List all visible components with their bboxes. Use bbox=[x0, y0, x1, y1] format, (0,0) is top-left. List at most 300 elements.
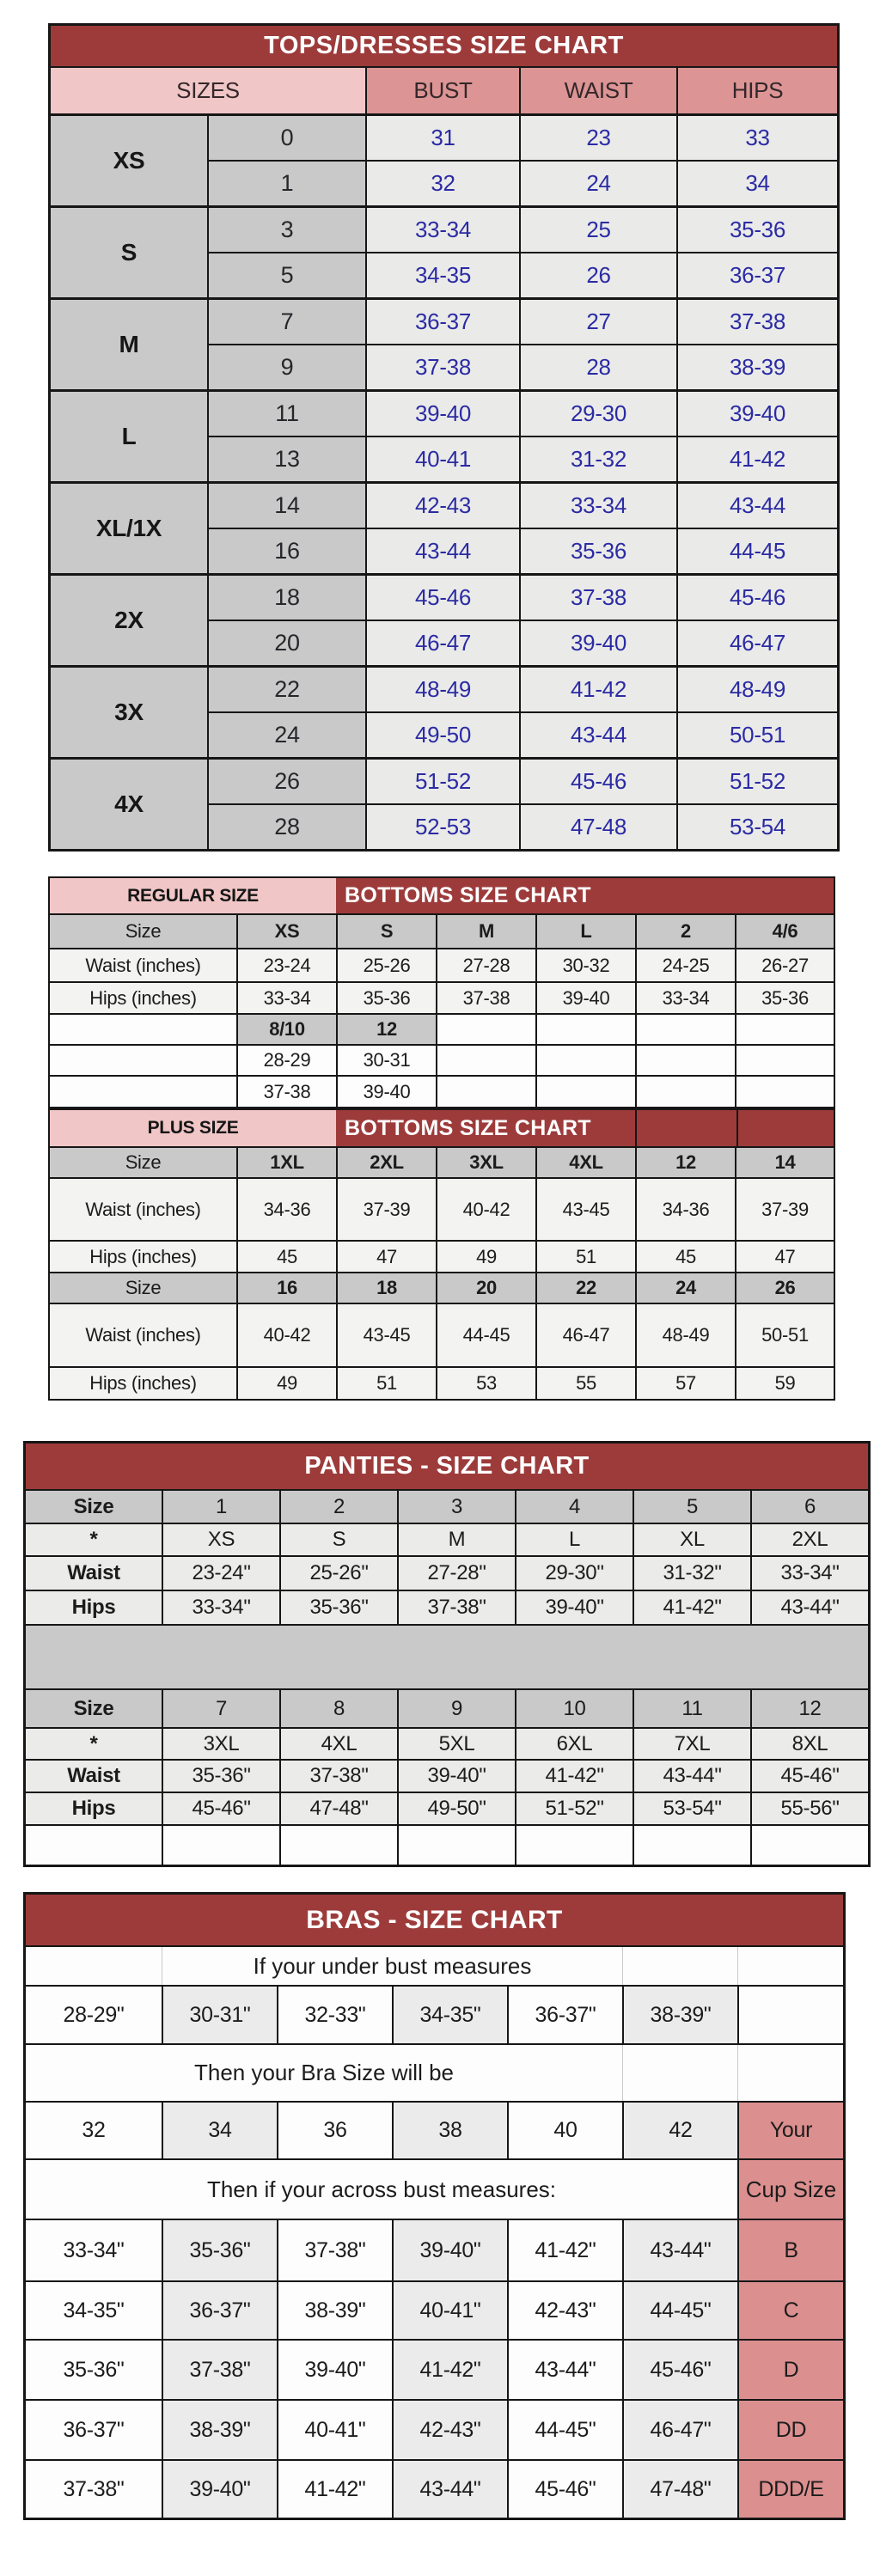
bottoms-plus-body bbox=[50, 1146, 834, 1399]
tops-waist-cell: 41-42 bbox=[519, 668, 676, 711]
bottoms-value-cell: 49 bbox=[436, 1242, 535, 1272]
bottoms-value-cell: 43-45 bbox=[336, 1304, 436, 1366]
tops-waist-cell: 33-34 bbox=[519, 484, 676, 528]
bottoms-value-cell: 24-25 bbox=[635, 949, 735, 981]
bottoms-row-label: Waist (inches) bbox=[50, 1179, 236, 1240]
bottoms-value-cell: 33-34 bbox=[236, 983, 336, 1013]
panties-row-label bbox=[26, 1826, 162, 1865]
panties-row bbox=[26, 1727, 868, 1759]
bras-underbust-values-row bbox=[26, 1985, 843, 2043]
panties-row-label: Hips bbox=[26, 1793, 162, 1824]
tops-table-body bbox=[51, 113, 837, 849]
bottoms-value-cell bbox=[436, 1015, 535, 1044]
bras-acrossbust-cell: 40-41" bbox=[277, 2401, 392, 2459]
panties-value-cell: 55-56" bbox=[750, 1793, 868, 1824]
panties-value-cell: 41-42" bbox=[632, 1591, 750, 1624]
panties-value-cell bbox=[750, 1826, 868, 1865]
bras-acrossbust-cell: 37-38" bbox=[162, 2341, 277, 2399]
bras-acrossbust-cell: 41-42" bbox=[392, 2341, 507, 2399]
tops-size-group-label: 3X bbox=[51, 668, 207, 757]
bottoms-value-cell: 27-28 bbox=[436, 949, 535, 981]
tops-size-number-cell: 16 bbox=[207, 529, 365, 573]
panties-value-cell: 47-48" bbox=[279, 1793, 397, 1824]
panties-value-cell: 45-46" bbox=[750, 1761, 868, 1792]
tops-bust-cell: 46-47 bbox=[365, 621, 519, 665]
bottoms-value-cell: 30-32 bbox=[535, 949, 635, 981]
bras-cup-letter-cell: C bbox=[737, 2282, 843, 2339]
panties-row-label: Waist bbox=[26, 1761, 162, 1792]
tops-waist-cell: 31-32 bbox=[519, 437, 676, 481]
bottoms-value-cell: 39-40 bbox=[336, 1077, 436, 1107]
bras-acrossbust-cell: 44-45" bbox=[622, 2282, 737, 2339]
panties-value-cell: 7 bbox=[162, 1690, 279, 1727]
bottoms-value-cell: S bbox=[336, 915, 436, 948]
tops-group-rows bbox=[207, 208, 837, 297]
tops-size-number-cell: 28 bbox=[207, 805, 365, 849]
panties-spacer-cell bbox=[26, 1626, 868, 1688]
panties-row-label: * bbox=[26, 1729, 162, 1759]
bras-acrossbust-cell: 43-44" bbox=[507, 2341, 622, 2399]
bras-acrossbust-cell: 37-38" bbox=[277, 2220, 392, 2280]
bottoms-row bbox=[50, 981, 834, 1013]
bottoms-value-cell: 14 bbox=[735, 1148, 834, 1177]
panties-value-cell: 5XL bbox=[397, 1729, 515, 1759]
panties-value-cell bbox=[162, 1826, 279, 1865]
tops-group-rows bbox=[207, 576, 837, 665]
tops-size-group-label: 4X bbox=[51, 760, 207, 849]
bras-cup-letter-cell: DDD/E bbox=[737, 2461, 843, 2518]
bras-underbust-cell: 38-39" bbox=[622, 1987, 737, 2043]
bottoms-value-cell: 45 bbox=[236, 1242, 336, 1272]
bottoms-value-cell: 24 bbox=[635, 1273, 735, 1303]
bottoms-row bbox=[50, 1240, 834, 1272]
panties-value-cell: L bbox=[515, 1524, 632, 1555]
bottoms-row bbox=[50, 1146, 834, 1177]
bottoms-regular-body bbox=[50, 913, 834, 1107]
tops-size-number-cell: 13 bbox=[207, 437, 365, 481]
tops-bust-cell: 31 bbox=[365, 116, 519, 160]
bottoms-value-cell: 30-31 bbox=[336, 1046, 436, 1075]
panties-value-cell: 5 bbox=[632, 1491, 750, 1523]
cup-size-label-cell: Cup Size bbox=[737, 2160, 843, 2219]
bras-acrossbust-cell: 38-39" bbox=[162, 2401, 277, 2459]
tops-bust-cell: 43-44 bbox=[365, 529, 519, 573]
tops-size-group-label: 2X bbox=[51, 576, 207, 665]
tops-group-rows bbox=[207, 300, 837, 389]
tops-waist-cell: 29-30 bbox=[519, 392, 676, 436]
tops-size-group-label: XL/1X bbox=[51, 484, 207, 573]
panties-value-cell: 3XL bbox=[162, 1729, 279, 1759]
tops-waist-cell: 26 bbox=[519, 253, 676, 297]
tops-hips-cell: 44-45 bbox=[676, 529, 837, 573]
panties-value-cell: 8XL bbox=[750, 1729, 868, 1759]
bras-acrossbust-cell: 47-48" bbox=[622, 2461, 737, 2518]
tops-size-group-label: M bbox=[51, 300, 207, 389]
bras-acrossbust-cell: 34-35" bbox=[63, 2298, 125, 2323]
bottoms-value-cell: 57 bbox=[635, 1368, 735, 1399]
bras-acrossbust-cell: 45-46" bbox=[507, 2461, 622, 2518]
tops-waist-cell: 45-46 bbox=[519, 760, 676, 803]
bottoms-value-cell: 35-36 bbox=[735, 983, 834, 1013]
bottoms-plus-title: BOTTOMS SIZE CHART bbox=[336, 1110, 635, 1146]
tops-data-row bbox=[207, 528, 837, 573]
bottoms-row bbox=[50, 1366, 834, 1399]
panties-value-cell: 7XL bbox=[632, 1729, 750, 1759]
tops-waist-cell: 47-48 bbox=[519, 805, 676, 849]
panties-row-label: Hips bbox=[26, 1591, 162, 1624]
bottoms-value-cell: L bbox=[535, 915, 635, 948]
bottoms-value-cell bbox=[535, 1046, 635, 1075]
tops-hips-cell: 35-36 bbox=[676, 208, 837, 252]
panties-value-cell: 51-52" bbox=[515, 1793, 632, 1824]
bottoms-value-cell: 39-40 bbox=[535, 983, 635, 1013]
tops-hips-cell: 48-49 bbox=[676, 668, 837, 711]
tops-size-number-cell: 20 bbox=[207, 621, 365, 665]
tops-data-row bbox=[207, 160, 837, 205]
panties-value-cell: XS bbox=[162, 1524, 279, 1555]
bras-band-size-row-mount bbox=[26, 2101, 843, 2158]
tops-size-group bbox=[51, 757, 837, 849]
tops-data-row bbox=[207, 484, 837, 528]
tops-header-bust: BUST bbox=[365, 68, 519, 113]
panties-row-label: Size bbox=[26, 1491, 162, 1523]
bottoms-value-cell: 35-36 bbox=[336, 983, 436, 1013]
bottoms-value-cell: 25-26 bbox=[336, 949, 436, 981]
bras-band-size-cell: 40 bbox=[507, 2103, 622, 2158]
panties-value-cell: 10 bbox=[515, 1690, 632, 1727]
bottoms-value-cell: 28-29 bbox=[236, 1046, 336, 1075]
panties-value-cell: 9 bbox=[397, 1690, 515, 1727]
panties-value-cell: 33-34" bbox=[750, 1557, 868, 1590]
bras-underbust-cell: 30-31" bbox=[162, 1987, 277, 2043]
empty-cell bbox=[622, 2045, 737, 2101]
tops-bust-cell: 39-40 bbox=[365, 392, 519, 436]
bottoms-value-cell: 37-38 bbox=[236, 1077, 336, 1107]
bottoms-regular-title: BOTTOMS SIZE CHART bbox=[336, 878, 834, 913]
bras-band-size-cell: 36 bbox=[277, 2103, 392, 2158]
empty-cell bbox=[26, 1947, 162, 1985]
bras-acrossbust-cell: 40-41" bbox=[392, 2282, 507, 2339]
panties-size-chart bbox=[23, 1441, 871, 1867]
tops-group-rows bbox=[207, 760, 837, 849]
panties-value-cell bbox=[279, 1826, 397, 1865]
bottoms-row bbox=[50, 1303, 834, 1366]
panties-value-cell: XL bbox=[632, 1524, 750, 1555]
tops-data-row bbox=[207, 252, 837, 297]
bottoms-value-cell: 51 bbox=[336, 1368, 436, 1399]
tops-size-number-cell: 0 bbox=[207, 116, 365, 160]
bras-cup-rows bbox=[26, 2219, 843, 2518]
panties-value-cell: 3 bbox=[397, 1491, 515, 1523]
tops-group-rows bbox=[207, 392, 837, 481]
bras-acrossbust-cell: 44-45" bbox=[507, 2401, 622, 2459]
bras-band-size-cell: 42 bbox=[622, 2103, 737, 2158]
panties-value-cell: 53-54" bbox=[632, 1793, 750, 1824]
panties-row-label: * bbox=[26, 1524, 162, 1555]
bras-acrossbust-banner-row bbox=[26, 2158, 843, 2219]
bottoms-row-label bbox=[50, 1046, 236, 1075]
tops-hips-cell: 37-38 bbox=[676, 300, 837, 344]
tops-size-group bbox=[51, 573, 837, 665]
bras-acrossbust-cell: 42-43" bbox=[507, 2282, 622, 2339]
bras-size-chart bbox=[23, 1892, 846, 2520]
bras-brasize-banner-row bbox=[26, 2043, 843, 2101]
tops-header-hips: HIPS bbox=[676, 68, 837, 113]
empty-cell bbox=[737, 1947, 843, 1985]
tops-waist-cell: 24 bbox=[519, 162, 676, 205]
bottoms-value-cell: 2XL bbox=[336, 1148, 436, 1177]
plus-size-badge: PLUS SIZE bbox=[50, 1110, 336, 1146]
panties-row bbox=[26, 1759, 868, 1792]
bras-your-cell: Your bbox=[737, 2103, 843, 2158]
bottoms-value-cell: 12 bbox=[635, 1148, 735, 1177]
bottoms-row bbox=[50, 1272, 834, 1303]
tops-bust-cell: 45-46 bbox=[365, 576, 519, 620]
bottoms-value-cell: 55 bbox=[535, 1368, 635, 1399]
tops-data-row bbox=[207, 803, 837, 849]
bottoms-row-label: Size bbox=[50, 915, 236, 948]
bras-cup-row bbox=[26, 2459, 843, 2518]
tops-data-row bbox=[207, 300, 837, 344]
tops-hips-cell: 34 bbox=[676, 162, 837, 205]
underbust-banner-text: If your under bust measures bbox=[162, 1947, 622, 1985]
panties-row-label: Size bbox=[26, 1690, 162, 1727]
bras-cup-letter-cell: B bbox=[737, 2220, 843, 2280]
tops-size-number-cell: 18 bbox=[207, 576, 365, 620]
tops-group-rows bbox=[207, 484, 837, 573]
bottoms-value-cell bbox=[535, 1015, 635, 1044]
tops-bust-cell: 32 bbox=[365, 162, 519, 205]
tops-hips-cell: 50-51 bbox=[676, 713, 837, 757]
tops-hips-cell: 46-47 bbox=[676, 621, 837, 665]
bottoms-value-cell: 12 bbox=[336, 1015, 436, 1044]
bottoms-value-cell: 47 bbox=[735, 1242, 834, 1272]
bottoms-row-label: Hips (inches) bbox=[50, 1242, 236, 1272]
bras-band-size-cell: 34 bbox=[162, 2103, 277, 2158]
bottoms-value-cell: 4/6 bbox=[735, 915, 834, 948]
bottoms-value-cell: 43-45 bbox=[535, 1179, 635, 1240]
bras-acrossbust-cell: 33-34" bbox=[63, 2237, 125, 2262]
tops-size-number-cell: 26 bbox=[207, 760, 365, 803]
tops-bust-cell: 34-35 bbox=[365, 253, 519, 297]
tops-size-group bbox=[51, 297, 837, 389]
tops-data-row bbox=[207, 760, 837, 803]
bras-cup-letter-cell: DD bbox=[737, 2401, 843, 2459]
bras-underbust-cell: 36-37" bbox=[507, 1987, 622, 2043]
bottoms-regular-header-row bbox=[50, 878, 834, 913]
panties-row bbox=[26, 1824, 868, 1865]
panties-value-cell: 39-40" bbox=[515, 1591, 632, 1624]
tops-data-row bbox=[207, 392, 837, 436]
bottoms-plus-size-chart bbox=[48, 1108, 835, 1401]
tops-hips-cell: 43-44 bbox=[676, 484, 837, 528]
bras-underbust-cell: 34-35" bbox=[392, 1987, 507, 2043]
bottoms-value-cell: 50-51 bbox=[735, 1304, 834, 1366]
tops-waist-cell: 35-36 bbox=[519, 529, 676, 573]
bras-band-size-row bbox=[26, 2101, 843, 2158]
tops-hips-cell: 33 bbox=[676, 116, 837, 160]
bottoms-value-cell: 59 bbox=[735, 1368, 834, 1399]
tops-waist-cell: 39-40 bbox=[519, 621, 676, 665]
bottoms-value-cell: 40-42 bbox=[236, 1304, 336, 1366]
bottoms-row bbox=[50, 1177, 834, 1240]
tops-data-row bbox=[207, 620, 837, 665]
tops-waist-cell: 23 bbox=[519, 116, 676, 160]
tops-size-group bbox=[51, 389, 837, 481]
tops-waist-cell: 27 bbox=[519, 300, 676, 344]
tops-group-rows bbox=[207, 116, 837, 205]
bottoms-value-cell: 40-42 bbox=[436, 1179, 535, 1240]
tops-size-group-label: L bbox=[51, 392, 207, 481]
red-header-empty-cell bbox=[736, 1110, 834, 1146]
bras-chart-title: BRAS - SIZE CHART bbox=[26, 1895, 843, 1945]
bottoms-value-cell: 46-47 bbox=[535, 1304, 635, 1366]
panties-value-cell: 4XL bbox=[279, 1729, 397, 1759]
tops-waist-cell: 28 bbox=[519, 345, 676, 389]
bottoms-value-cell: 34-36 bbox=[635, 1179, 735, 1240]
bottoms-value-cell: 51 bbox=[535, 1242, 635, 1272]
bottoms-value-cell: 45 bbox=[635, 1242, 735, 1272]
panties-value-cell: 31-32" bbox=[632, 1557, 750, 1590]
bras-band-size-cell: 38 bbox=[392, 2103, 507, 2158]
tops-bust-cell: 33-34 bbox=[365, 208, 519, 252]
panties-row bbox=[26, 1489, 868, 1523]
bottoms-value-cell: 2 bbox=[635, 915, 735, 948]
bras-acrossbust-cell: 46-47" bbox=[622, 2401, 737, 2459]
bottoms-value-cell: 8/10 bbox=[236, 1015, 336, 1044]
tops-hips-cell: 41-42 bbox=[676, 437, 837, 481]
bras-underbust-banner-row bbox=[26, 1945, 843, 1985]
bras-cup-letter-cell: D bbox=[737, 2341, 843, 2399]
panties-value-cell: 12 bbox=[750, 1690, 868, 1727]
tops-size-group bbox=[51, 481, 837, 573]
bras-cup-row bbox=[26, 2399, 843, 2459]
tops-bust-cell: 37-38 bbox=[365, 345, 519, 389]
bottoms-value-cell bbox=[535, 1077, 635, 1107]
tops-hips-cell: 36-37 bbox=[676, 253, 837, 297]
tops-waist-cell: 25 bbox=[519, 208, 676, 252]
panties-value-cell: 43-44" bbox=[750, 1591, 868, 1624]
bras-acrossbust-cell: 41-42" bbox=[507, 2220, 622, 2280]
tops-size-number-cell: 3 bbox=[207, 208, 365, 252]
bottoms-value-cell: 37-39 bbox=[735, 1179, 834, 1240]
bottoms-value-cell bbox=[735, 1015, 834, 1044]
bras-cup-row bbox=[26, 2280, 843, 2339]
tops-bust-cell: 48-49 bbox=[365, 668, 519, 711]
bottoms-row-label: Hips (inches) bbox=[50, 1368, 236, 1399]
bottoms-value-cell: 37-38 bbox=[436, 983, 535, 1013]
panties-value-cell: 2 bbox=[279, 1491, 397, 1523]
bras-underbust-cell bbox=[737, 1987, 843, 2043]
tops-chart-title: TOPS/DRESSES SIZE CHART bbox=[51, 26, 837, 66]
panties-value-cell: M bbox=[397, 1524, 515, 1555]
bras-cup-row bbox=[26, 2219, 843, 2280]
bottoms-value-cell: 18 bbox=[336, 1273, 436, 1303]
tops-bust-cell: 42-43 bbox=[365, 484, 519, 528]
bottoms-value-cell bbox=[436, 1077, 535, 1107]
panties-row bbox=[26, 1523, 868, 1555]
panties-value-cell: 27-28" bbox=[397, 1557, 515, 1590]
bras-acrossbust-cell: 38-39" bbox=[277, 2282, 392, 2339]
bras-acrossbust-cell: 37-38" bbox=[63, 2476, 125, 2501]
bras-acrossbust-cell: 41-42" bbox=[277, 2461, 392, 2518]
tops-bust-cell: 52-53 bbox=[365, 805, 519, 849]
bras-acrossbust-cell: 36-37" bbox=[63, 2417, 125, 2442]
bottoms-plus-header-row bbox=[50, 1110, 834, 1146]
tops-data-row bbox=[207, 208, 837, 252]
panties-value-cell: 39-40" bbox=[397, 1761, 515, 1792]
tops-hips-cell: 51-52 bbox=[676, 760, 837, 803]
panties-row-label: Waist bbox=[26, 1557, 162, 1590]
tops-data-row bbox=[207, 668, 837, 711]
tops-data-row bbox=[207, 436, 837, 481]
bras-acrossbust-cell: 35-36" bbox=[63, 2357, 125, 2382]
bottoms-value-cell: 20 bbox=[436, 1273, 535, 1303]
bras-underbust-band bbox=[26, 1985, 843, 2043]
bottoms-row bbox=[50, 1013, 834, 1044]
bottoms-row bbox=[50, 1044, 834, 1075]
tops-size-number-cell: 1 bbox=[207, 162, 365, 205]
panties-value-cell: 11 bbox=[632, 1690, 750, 1727]
bottoms-value-cell: 48-49 bbox=[635, 1304, 735, 1366]
acrossbust-banner-text: Then if your across bust measures: bbox=[206, 2176, 557, 2202]
bottoms-value-cell bbox=[735, 1077, 834, 1107]
bottoms-value-cell: 53 bbox=[436, 1368, 535, 1399]
bras-acrossbust-cell: 43-44" bbox=[392, 2461, 507, 2518]
bottoms-value-cell bbox=[635, 1015, 735, 1044]
panties-value-cell: 45-46" bbox=[162, 1793, 279, 1824]
panties-value-cell: 35-36" bbox=[279, 1591, 397, 1624]
panties-value-cell: 8 bbox=[279, 1690, 397, 1727]
panties-value-cell: 6 bbox=[750, 1491, 868, 1523]
tops-size-number-cell: 11 bbox=[207, 392, 365, 436]
panties-value-cell: 41-42" bbox=[515, 1761, 632, 1792]
panties-value-cell bbox=[632, 1826, 750, 1865]
bottoms-row bbox=[50, 1075, 834, 1107]
panties-row bbox=[26, 1792, 868, 1824]
bottoms-value-cell: XS bbox=[236, 915, 336, 948]
panties-value-cell: S bbox=[279, 1524, 397, 1555]
bottoms-value-cell bbox=[635, 1077, 735, 1107]
bottoms-value-cell: 47 bbox=[336, 1242, 436, 1272]
bottoms-value-cell bbox=[635, 1046, 735, 1075]
panties-row bbox=[26, 1624, 868, 1688]
bottoms-row bbox=[50, 948, 834, 981]
panties-table-body bbox=[26, 1489, 868, 1865]
panties-value-cell: 25-26" bbox=[279, 1557, 397, 1590]
tops-size-number-cell: 5 bbox=[207, 253, 365, 297]
tops-bust-cell: 51-52 bbox=[365, 760, 519, 803]
bras-underbust-cell: 32-33" bbox=[277, 1987, 392, 2043]
panties-value-cell bbox=[397, 1826, 515, 1865]
panties-value-cell: 6XL bbox=[515, 1729, 632, 1759]
panties-value-cell: 33-34" bbox=[162, 1591, 279, 1624]
bottoms-row bbox=[50, 913, 834, 948]
bras-acrossbust-cell: 45-46" bbox=[622, 2341, 737, 2399]
empty-cell bbox=[622, 1947, 737, 1985]
tops-size-group bbox=[51, 205, 837, 297]
bottoms-value-cell: 3XL bbox=[436, 1148, 535, 1177]
bras-underbust-cell: 28-29" bbox=[63, 2002, 125, 2027]
tops-bust-cell: 49-50 bbox=[365, 713, 519, 757]
tops-size-group bbox=[51, 113, 837, 205]
tops-size-number-cell: 14 bbox=[207, 484, 365, 528]
tops-size-number-cell: 24 bbox=[207, 713, 365, 757]
bottoms-row-label: Waist (inches) bbox=[50, 1304, 236, 1366]
bottoms-value-cell bbox=[436, 1046, 535, 1075]
tops-header-waist: WAIST bbox=[519, 68, 676, 113]
bras-band-size-cell: 32 bbox=[82, 2118, 106, 2142]
